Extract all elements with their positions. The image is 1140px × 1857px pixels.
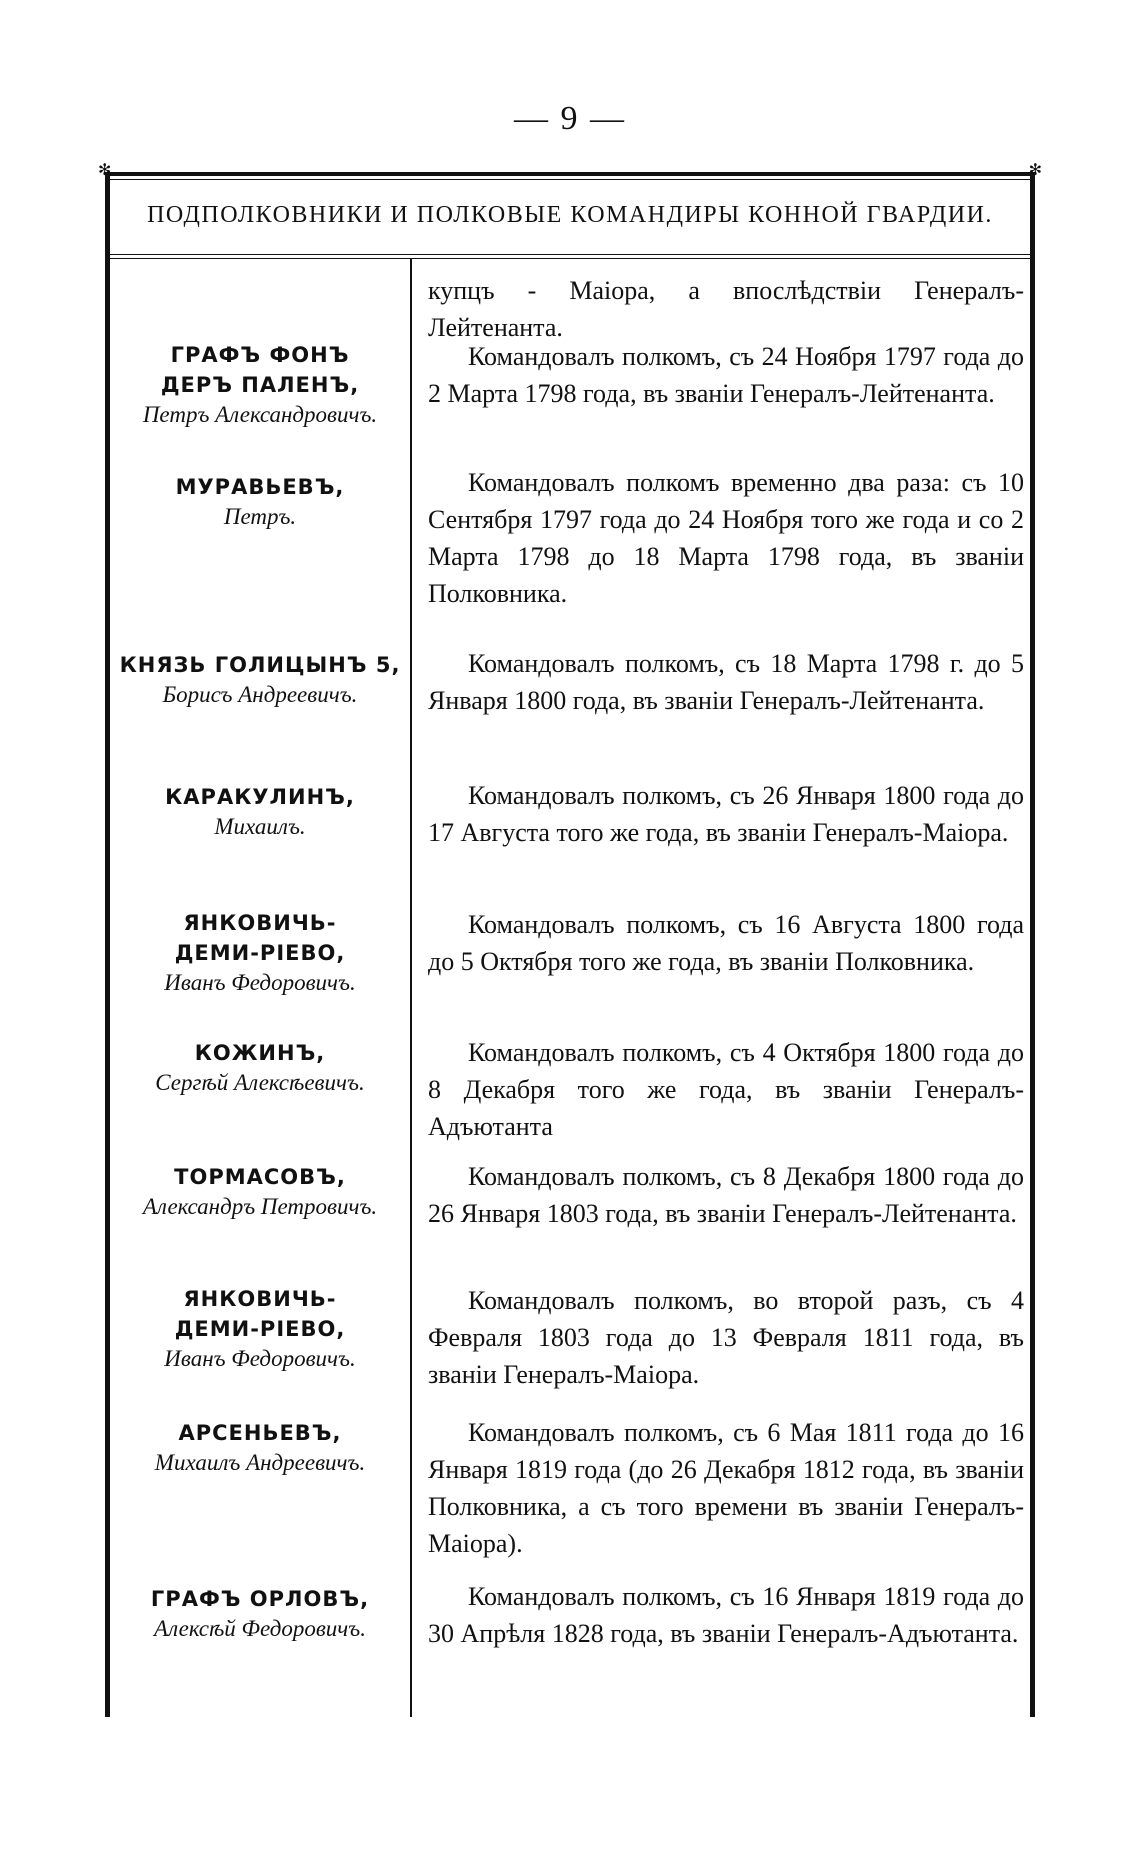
commander-name: ТОРМАСОВЪ, bbox=[174, 1165, 346, 1189]
commander-name-block bbox=[110, 1418, 410, 1478]
service-record: Командовалъ полкомъ, съ 16 Января 1819 года до 30 Апрѣля 1828 года, въ званiи Генералъ-Адъютанта. bbox=[428, 1582, 1024, 1648]
commander-name-block bbox=[110, 1284, 410, 1374]
commander-name: ГРАФЪ ОРЛОВЪ, bbox=[150, 1587, 370, 1611]
commander-name-block bbox=[110, 782, 410, 842]
commander-name: АРСЕНЬЕВЪ, bbox=[178, 1421, 342, 1445]
commander-given-name: Михаилъ Андреевичъ. bbox=[154, 1450, 366, 1475]
commander-given-name: Михаилъ. bbox=[214, 814, 306, 839]
service-record: Командовалъ полкомъ, съ 24 Ноября 1797 года до 2 Марта 1798 года, въ званiи Генералъ-Лейтенанта. bbox=[428, 342, 1024, 408]
page-number: — 9 — bbox=[514, 100, 626, 137]
ornament-left-icon: ✻ bbox=[98, 160, 112, 179]
commander-given-name: Сергѣй Алексѣевичъ. bbox=[155, 1070, 365, 1095]
commander-given-name: Иванъ Федоровичъ. bbox=[164, 1346, 356, 1371]
service-record: Командовалъ полкомъ временно два раза: съ 10 Сентября 1797 года до 24 Ноября того же года и со 2 Марта 1798 до 18 Марта 1798 года, въ званiи Полковника. bbox=[428, 468, 1024, 608]
commander-given-name: Александръ Петровичъ. bbox=[142, 1194, 378, 1219]
commander-given-name: Иванъ Федоровичъ. bbox=[164, 970, 356, 995]
service-record: Командовалъ полкомъ, во второй разъ, съ 4 Февраля 1803 года до 13 Февраля 1811 года, въ званiи Генералъ-Маiора. bbox=[428, 1286, 1024, 1389]
commander-name: КНЯЗЬ ГОЛИЦЫНЪ 5, bbox=[119, 653, 401, 677]
commander-name: МУРАВЬЕВЪ, bbox=[175, 475, 345, 499]
service-record: Командовалъ полкомъ, съ 6 Мая 1811 года до 16 Января 1819 года (до 26 Декабря 1812 года, въ званiи Полковника, а съ того времени въ званiи Генералъ-Маiора). bbox=[428, 1418, 1024, 1558]
column-divider bbox=[410, 259, 412, 1717]
top-double-rule bbox=[110, 172, 1030, 180]
commander-name-block bbox=[110, 650, 410, 710]
commander-name-block bbox=[110, 1038, 410, 1098]
commander-name-block bbox=[110, 1584, 410, 1644]
commander-name-block bbox=[110, 472, 410, 532]
commander-given-name: Борисъ Андреевичъ. bbox=[162, 682, 358, 707]
commander-name-block bbox=[110, 908, 410, 998]
commander-name: ЯНКОВИЧЬ-ДЕМИ-РIЕВО, bbox=[174, 1287, 346, 1341]
ornament-right-icon: ✻ bbox=[1028, 160, 1042, 179]
title-rule bbox=[110, 254, 1030, 259]
commander-name-block bbox=[110, 1162, 410, 1222]
service-record: Командовалъ полкомъ, съ 8 Декабря 1800 года до 26 Января 1803 года, въ званiи Генералъ-Лейтенанта. bbox=[428, 1162, 1024, 1228]
service-record: Командовалъ полкомъ, съ 26 Января 1800 года до 17 Августа того же года, въ званiи Генералъ-Маiора. bbox=[428, 781, 1024, 847]
commander-name: КОЖИНЪ, bbox=[194, 1041, 326, 1065]
commander-name: ЯНКОВИЧЬ-ДЕМИ-РIЕВО, bbox=[174, 911, 346, 965]
service-record: Командовалъ полкомъ, съ 18 Марта 1798 г. до 5 Января 1800 года, въ званiи Генералъ-Лейтенанта. bbox=[428, 649, 1024, 715]
service-record: Командовалъ полкомъ, съ 4 Октября 1800 года до 8 Декабря того же года, въ званiи Генералъ-Адъютанта bbox=[428, 1038, 1024, 1141]
commander-given-name: Алексѣй Федоровичъ. bbox=[154, 1616, 366, 1641]
continuation-text: купцъ - Маiора, а впослѣдствiи Генералъ-Лейтенанта. bbox=[428, 276, 1024, 342]
commander-name: ГРАФЪ ФОНЪ ДЕРЪ ПАЛЕНЪ, bbox=[160, 343, 360, 397]
table-title: ПОДПОЛКОВНИКИ И ПОЛКОВЫЕ КОМАНДИРЫ КОННОЙ ГВАРДИИ. bbox=[147, 202, 993, 228]
service-record: Командовалъ полкомъ, съ 16 Августа 1800 года до 5 Октября того же года, въ званiи Полковника. bbox=[428, 910, 1024, 976]
commander-given-name: Петръ. bbox=[223, 504, 297, 529]
commander-name: КАРАКУЛИНЪ, bbox=[165, 785, 355, 809]
commander-name-block bbox=[110, 340, 410, 430]
register-table bbox=[98, 160, 1042, 1717]
commander-given-name: Петръ Александровичъ. bbox=[142, 402, 378, 427]
